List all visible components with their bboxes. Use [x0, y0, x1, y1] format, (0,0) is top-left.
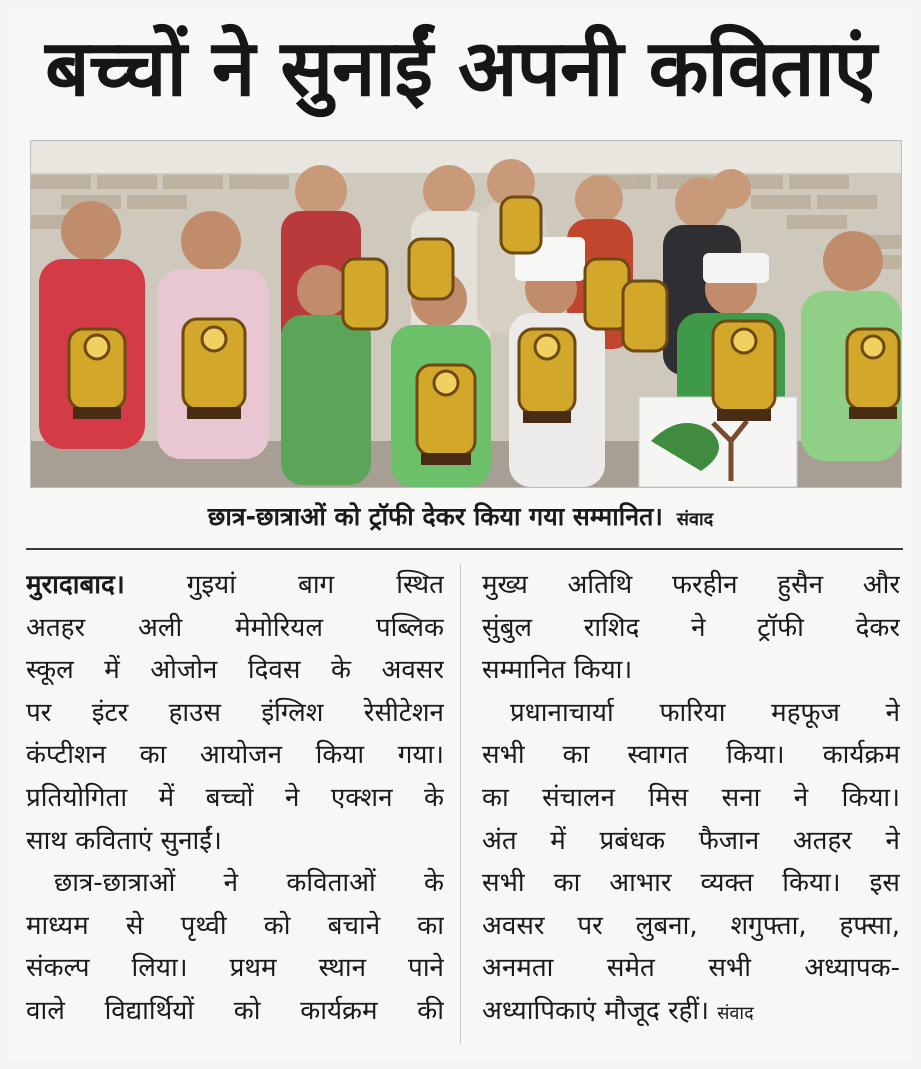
article-line: वाले विद्यार्थियों को कार्यक्रम की	[26, 995, 444, 1026]
newspaper-clipping	[8, 8, 913, 1061]
article-line: सुंबुल राशिद ने ट्रॉफी देकर	[482, 612, 900, 643]
article-line: मुरादाबाद। गुइयां बाग स्थित	[26, 570, 444, 600]
article-line: पर इंटर हाउस इंग्लिश रेसीटेशन	[26, 697, 444, 728]
article-column-right	[482, 564, 900, 1033]
article-line: मुख्य अतिथि फरहीन हुसैन और	[482, 570, 900, 600]
article-line: का संचालन मिस सना ने किया।	[482, 782, 900, 813]
article-line: कंप्टीशन का आयोजन किया गया।	[26, 740, 444, 771]
photo-caption	[8, 496, 913, 538]
article-line: अवसर पर लुबना, शगुफ्ता, हफ्सा,	[482, 910, 900, 941]
article-line: माध्यम से पृथ्वी को बचाने का	[26, 910, 444, 941]
article-line: छात्र-छात्राओं ने कविताओं के	[54, 868, 444, 899]
dateline: मुरादाबाद।	[26, 570, 125, 600]
article-credit: संवाद	[717, 1002, 754, 1024]
column-divider	[460, 564, 461, 1044]
article-line: साथ कविताएं सुनाईं।	[26, 825, 222, 856]
children-with-trophies-photo	[31, 141, 901, 487]
article-line: अंत में प्रबंधक फैजान अतहर ने	[482, 825, 900, 856]
photo-caption-text: छात्र-छात्राओं को ट्रॉफी देकर किया गया सम्मानित।	[207, 502, 663, 531]
caption-divider	[26, 548, 903, 550]
article-line: सभी का स्वागत किया। कार्यक्रम	[482, 740, 900, 771]
article-line: संकल्प लिया। प्रथम स्थान पाने	[26, 953, 444, 984]
article-column-left	[26, 564, 444, 1033]
news-photo	[30, 140, 902, 488]
article-line: अनमता समेत सभी अध्यापक-	[482, 953, 900, 984]
headline: बच्चों ने सुनाईं अपनी कविताएं	[45, 24, 876, 114]
article-line: सम्मानित किया।	[482, 655, 633, 686]
article-line: अतहर अली मेमोरियल पब्लिक	[26, 612, 444, 643]
article-line: प्रतियोगिता में बच्चों ने एक्शन के	[26, 782, 444, 813]
article-line: प्रधानाचार्या फारिया महफूज ने	[510, 697, 900, 728]
article-line: अध्यापिकाएं मौजूद रहीं। संवाद	[482, 995, 754, 1026]
photo-credit: संवाद	[676, 509, 714, 530]
article-line: स्कूल में ओजोन दिवस के अवसर	[26, 655, 444, 686]
article-line: सभी का आभार व्यक्त किया। इस	[482, 868, 900, 899]
